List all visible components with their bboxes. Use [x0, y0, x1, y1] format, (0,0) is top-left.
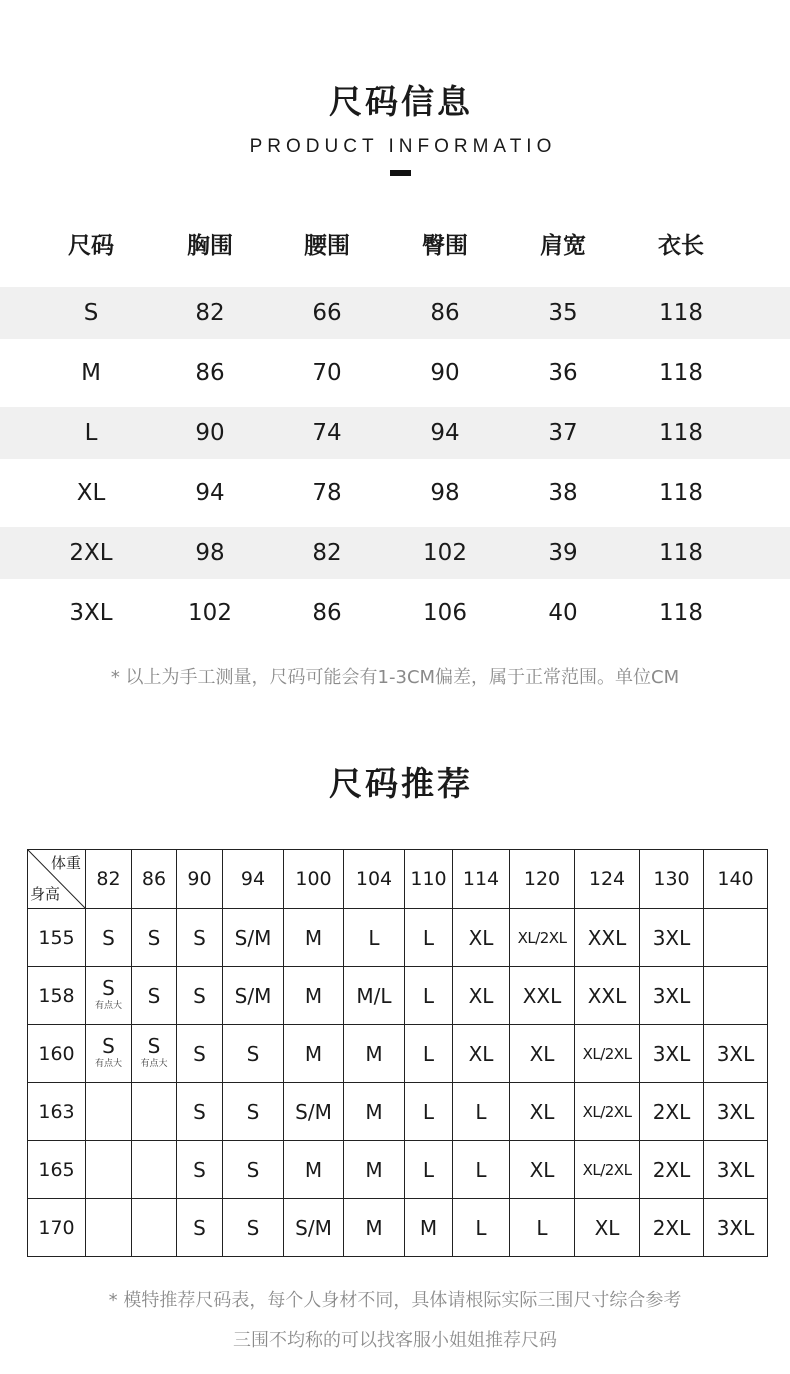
- size-cell: 90: [430, 360, 460, 386]
- recommend-cell: 3XL: [640, 1025, 704, 1083]
- recommend-cell: 3XL: [640, 909, 704, 967]
- recommend-cell: L: [453, 1141, 510, 1199]
- size-cell: 腰围: [304, 233, 350, 259]
- recommend-cell: L: [405, 1083, 453, 1141]
- recommend-cell: 3XL: [704, 1199, 768, 1257]
- size-cell: 35: [548, 300, 578, 326]
- weight-header: 120: [510, 850, 575, 909]
- recommend-cell: S: [132, 909, 177, 967]
- height-header: 170: [28, 1199, 86, 1257]
- recommend-cell: S/M: [223, 909, 284, 967]
- size-cell: M: [81, 360, 101, 386]
- size-cell: 39: [548, 540, 578, 566]
- recommend-cell: L: [510, 1199, 575, 1257]
- size-cell: 38: [548, 480, 578, 506]
- recommend-cell: S: [223, 1141, 284, 1199]
- size-cell: 118: [659, 480, 703, 506]
- recommend-cell: XXL: [510, 967, 575, 1025]
- recommend-cell: XL: [510, 1025, 575, 1083]
- size-info-note: * 以上为手工测量，尺码可能会有1-3CM偏差，属于正常范围。单位CM: [110, 667, 680, 688]
- size-cell: 90: [195, 420, 225, 446]
- recommend-cell: [86, 967, 132, 1025]
- size-cell: 尺码: [68, 233, 114, 259]
- recommend-size: S: [147, 1034, 161, 1058]
- recommend-cell: XL: [575, 1199, 640, 1257]
- size-table-header: [0, 220, 790, 272]
- size-cell: 118: [659, 420, 703, 446]
- size-cell: 118: [659, 540, 703, 566]
- weight-header: 100: [284, 850, 344, 909]
- recommend-cell: [132, 1199, 177, 1257]
- size-table-row: [0, 347, 790, 399]
- recommend-cell: S: [223, 1025, 284, 1083]
- height-header: 165: [28, 1141, 86, 1199]
- recommend-cell: L: [405, 1141, 453, 1199]
- recommend-cell: [86, 1025, 132, 1083]
- recommend-annotation: 有点大: [140, 1059, 168, 1069]
- recommend-cell: [132, 1083, 177, 1141]
- size-cell: 118: [659, 300, 703, 326]
- recommend-cell: [132, 1025, 177, 1083]
- recommend-cell: 3XL: [640, 967, 704, 1025]
- recommend-cell: 3XL: [704, 1141, 768, 1199]
- size-cell: 86: [430, 300, 460, 326]
- recommend-cell: M: [344, 1025, 405, 1083]
- size-cell: 86: [312, 600, 342, 626]
- recommend-row: [28, 909, 768, 967]
- recommend-cell: 3XL: [704, 1083, 768, 1141]
- size-cell: 118: [659, 600, 703, 626]
- recommend-cell: L: [453, 1083, 510, 1141]
- size-cell: 86: [195, 360, 225, 386]
- weight-header: 110: [405, 850, 453, 909]
- recommend-cell: M: [405, 1199, 453, 1257]
- recommend-cell: XL: [453, 909, 510, 967]
- size-recommend-title: 尺码推荐: [329, 764, 473, 803]
- height-header: 155: [28, 909, 86, 967]
- recommend-cell: M: [344, 1083, 405, 1141]
- weight-header: 90: [177, 850, 223, 909]
- size-cell: S: [83, 300, 99, 326]
- recommend-cell: L: [405, 967, 453, 1025]
- size-cell: 70: [312, 360, 342, 386]
- size-info-title: 尺码信息: [329, 82, 473, 121]
- weight-header: 124: [575, 850, 640, 909]
- corner-cell: [28, 850, 86, 909]
- size-cell: XL: [76, 480, 106, 506]
- height-header: 158: [28, 967, 86, 1025]
- recommend-cell: S: [177, 1025, 223, 1083]
- recommend-cell: 2XL: [640, 1199, 704, 1257]
- recommend-cell: M: [284, 1141, 344, 1199]
- recommend-cell: M/L: [344, 967, 405, 1025]
- size-cell: 98: [430, 480, 460, 506]
- size-cell: L: [84, 420, 98, 446]
- size-recommend-table: [27, 849, 768, 1257]
- size-info-subtitle: PRODUCT INFORMATIO: [249, 136, 557, 157]
- recommend-cell: [86, 1199, 132, 1257]
- recommend-cell: S: [177, 1141, 223, 1199]
- recommend-cell: L: [344, 909, 405, 967]
- recommend-size: S: [102, 976, 115, 1000]
- recommend-cell: [86, 1083, 132, 1141]
- recommend-cell: XL/2XL: [510, 909, 575, 967]
- size-cell: 37: [548, 420, 578, 446]
- size-cell: 肩宽: [540, 233, 586, 259]
- recommend-cell: XL/2XL: [575, 1141, 640, 1199]
- recommend-row: [28, 1025, 768, 1083]
- recommend-annotation: 有点大: [94, 1059, 122, 1069]
- size-cell: 胸围: [187, 233, 233, 259]
- weight-header: 114: [453, 850, 510, 909]
- recommend-cell: XL/2XL: [575, 1025, 640, 1083]
- size-cell: 40: [548, 600, 578, 626]
- size-cell: 118: [659, 360, 703, 386]
- recommend-cell: S: [86, 909, 132, 967]
- recommend-cell: XL: [453, 967, 510, 1025]
- recommend-row: [28, 1199, 768, 1257]
- recommend-cell: M: [284, 967, 344, 1025]
- recommend-row: [28, 1141, 768, 1199]
- recommend-cell: 3XL: [704, 1025, 768, 1083]
- size-cell: 94: [430, 420, 460, 446]
- recommend-cell: S/M: [284, 1199, 344, 1257]
- size-cell: 102: [423, 540, 467, 566]
- size-table-row: [0, 407, 790, 459]
- size-cell: 36: [548, 360, 578, 386]
- weight-header: 140: [704, 850, 768, 909]
- weight-header: 104: [344, 850, 405, 909]
- recommend-note-line1: * 模特推荐尺码表，每个人身材不同，具体请根际实际三围尺寸综合参考: [108, 1290, 682, 1311]
- size-cell: 衣长: [658, 233, 704, 259]
- size-cell: 臀围: [422, 233, 468, 259]
- height-header: 160: [28, 1025, 86, 1083]
- recommend-note-line2: 三围不均称的可以找客服小姐姐推荐尺码: [233, 1330, 557, 1351]
- recommend-row: [28, 1083, 768, 1141]
- recommend-cell: S: [132, 967, 177, 1025]
- weight-header: 94: [223, 850, 284, 909]
- size-cell: 74: [312, 420, 342, 446]
- recommend-cell: XL: [510, 1083, 575, 1141]
- recommend-cell: [132, 1141, 177, 1199]
- size-cell: 82: [312, 540, 342, 566]
- recommend-cell: S: [177, 909, 223, 967]
- recommend-cell: L: [405, 1025, 453, 1083]
- size-table-row: [0, 287, 790, 339]
- size-cell: 66: [312, 300, 342, 326]
- recommend-cell: S/M: [284, 1083, 344, 1141]
- size-cell: 3XL: [69, 600, 113, 626]
- size-cell: 78: [312, 480, 342, 506]
- recommend-cell: 2XL: [640, 1083, 704, 1141]
- recommend-header-row: [28, 850, 768, 909]
- weight-header: 82: [86, 850, 132, 909]
- recommend-cell: L: [453, 1199, 510, 1257]
- size-table-row: [0, 467, 790, 519]
- recommend-cell: L: [405, 909, 453, 967]
- recommend-cell: 2XL: [640, 1141, 704, 1199]
- recommend-cell: S/M: [223, 967, 284, 1025]
- recommend-cell: [86, 1141, 132, 1199]
- recommend-cell: S: [223, 1083, 284, 1141]
- corner-height-label: 身高: [30, 885, 61, 903]
- recommend-cell: XXL: [575, 909, 640, 967]
- weight-header: 86: [132, 850, 177, 909]
- recommend-cell: M: [344, 1141, 405, 1199]
- size-cell: 2XL: [69, 540, 113, 566]
- recommend-cell: [704, 967, 768, 1025]
- size-cell: 102: [188, 600, 232, 626]
- size-cell: 94: [195, 480, 225, 506]
- size-cell: 98: [195, 540, 225, 566]
- recommend-cell: [704, 909, 768, 967]
- recommend-size: S: [102, 1034, 115, 1058]
- recommend-row: [28, 967, 768, 1025]
- recommend-cell: M: [284, 909, 344, 967]
- size-table-row: [0, 587, 790, 639]
- recommend-cell: S: [177, 967, 223, 1025]
- title-divider: [390, 170, 411, 176]
- corner-weight-label: 体重: [50, 854, 81, 872]
- recommend-cell: S: [177, 1083, 223, 1141]
- recommend-cell: XXL: [575, 967, 640, 1025]
- recommend-cell: S: [223, 1199, 284, 1257]
- weight-header: 130: [640, 850, 704, 909]
- recommend-cell: XL: [453, 1025, 510, 1083]
- recommend-cell: XL/2XL: [575, 1083, 640, 1141]
- recommend-cell: XL: [510, 1141, 575, 1199]
- recommend-annotation: 有点大: [94, 1001, 122, 1011]
- height-header: 163: [28, 1083, 86, 1141]
- size-cell: 82: [195, 300, 225, 326]
- recommend-cell: S: [177, 1199, 223, 1257]
- size-info-table: [0, 220, 790, 647]
- recommend-cell: M: [344, 1199, 405, 1257]
- recommend-cell: M: [284, 1025, 344, 1083]
- size-cell: 106: [423, 600, 467, 626]
- size-table-row: [0, 527, 790, 579]
